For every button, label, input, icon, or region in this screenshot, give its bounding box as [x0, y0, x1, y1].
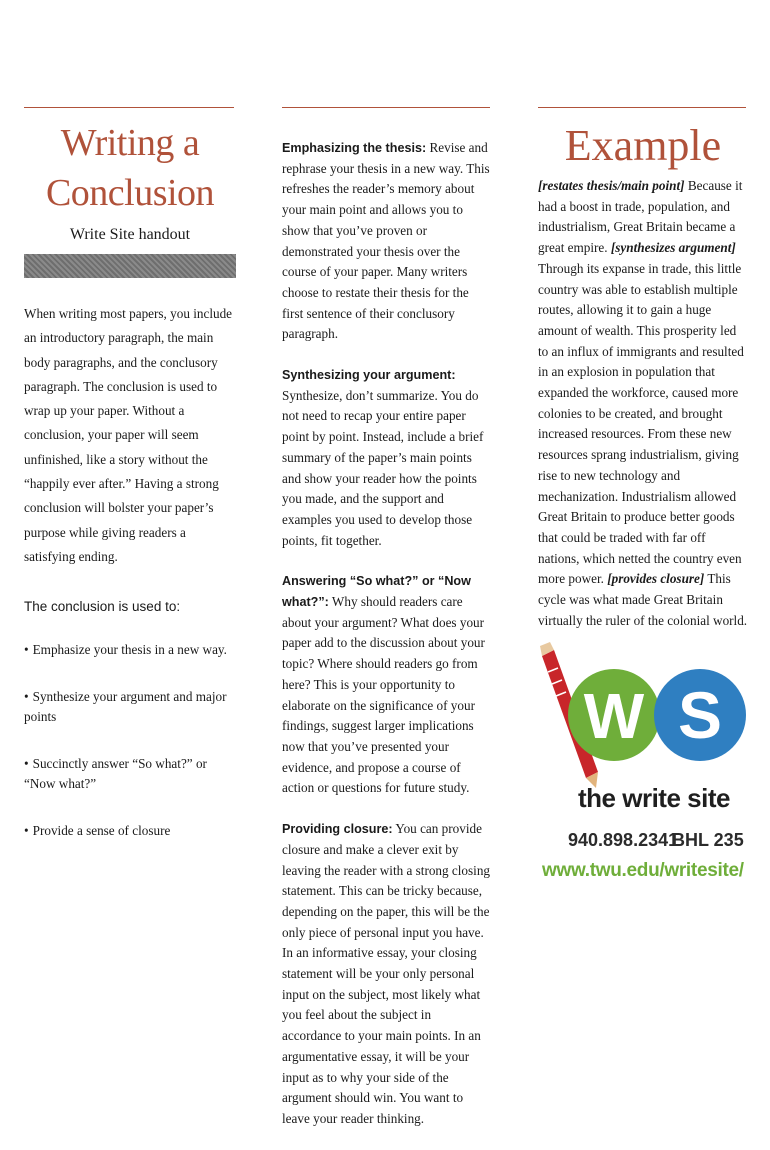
- section-providing-closure: [282, 819, 492, 1130]
- example-paragraph: [restates thesis/main point] Because it had a boost in trade, population, and industrialism, Great Britain became a great empire. [synthesizes argument] Through its expanse in trade, this little country was able to establish multiple routes, allowing it to gain a huge amount of wealth. This prosperity led to an influx of immigrants and resulted in an explosion in population that expanded the workforce, caused more colonies to be created, and brought increased resources. From these new resources sprang industrialism, giving rise to new technology and mechanization. Industrialism allowed Great Britain to produce better goods that could be traded with far off nations, which netted the country even more power. [provides closure] This cycle was what made Great Britain virtually the ruler of the colonial world.: [538, 178, 748, 628]
- bullet-icon: •: [24, 822, 29, 838]
- bullet-icon: •: [24, 688, 29, 704]
- list-item: • Synthesize your argument and major points: [24, 688, 227, 724]
- example-tag-restates-thesis: [restates thesis/main point]: [538, 178, 685, 193]
- section-heading: Synthesizing your argument:: [282, 368, 456, 383]
- logo-letter-w: W: [583, 680, 645, 752]
- title-line-1: Writing a: [60, 122, 200, 164]
- left-column-rule: [24, 107, 234, 108]
- decorative-band: [24, 254, 236, 278]
- right-column-rule: [538, 107, 746, 108]
- logo-letter-s: S: [677, 678, 723, 752]
- right-column: [538, 118, 748, 631]
- bullet-icon: •: [24, 755, 29, 771]
- logo-phone: 940.898.2341: [568, 830, 679, 850]
- section-emphasizing-thesis: [282, 138, 492, 345]
- middle-column-rule: [282, 107, 490, 108]
- example-title: Example: [564, 121, 722, 170]
- section-heading: Emphasizing the thesis:: [282, 141, 427, 155]
- example-tag-provides-closure: [provides closure]: [607, 571, 705, 587]
- section-text: Why should readers care about your argument? What does your paper add to the discussion about your topic? Where should readers go from here? This is your opportunity to elaborate on the significance of your findings, suggest larger implications now that you’ve presented your evidence, and propose a course of action or questions for future study.: [282, 594, 485, 796]
- intro-paragraph: When writing most papers, you include an introductory paragraph, the main body paragraphs, and the conclusory paragraph. The conclusion is used to wrap up your paper. Without a conclusion, your paper will seem unfinished, like a story without the “happily ever after.” Having a strong conclusion will bolster your paper’s purpose while giving readers a satisfying ending.: [24, 306, 233, 564]
- section-heading: Providing closure:: [282, 822, 393, 837]
- logo-url: www.twu.edu/writesite/: [542, 860, 744, 881]
- section-text: You can provide closure and make a clever exit by leaving the reader with a strong closing statement. This can be tricky because, depending on the paper, this will be the only piece of personal input you have. In an informative essay, your closing statement will be your only personal input on the subject, most likely what you feel about the subject in accordance to your main points. In an argumentative essay, it will be your input as to why your side of the argument should win. You want to leave your reader thinking.: [282, 821, 491, 1126]
- write-site-logo: [536, 642, 750, 892]
- list-item: • Succinctly answer “So what?” or “Now what?”: [24, 755, 207, 791]
- title-line-2: Conclusion: [45, 172, 215, 214]
- bullet-icon: •: [24, 641, 29, 657]
- section-answering-so-what: [282, 571, 492, 799]
- list-item: • Provide a sense of closure: [24, 822, 171, 838]
- section-text: Revise and rephrase your thesis in a new way. This refreshes the reader’s memory about your main point and allows you to show that you’ve proven or demonstrated your thesis over the course of your paper. Many writers choose to restate their thesis for the first sentence of their conclusory paragraph.: [282, 140, 490, 342]
- logo-room: BHL 235: [672, 830, 744, 850]
- example-tag-synthesizes: [synthesizes argument]: [610, 240, 736, 256]
- list-item: • Emphasize your thesis in a new way.: [24, 641, 227, 657]
- section-heading: Answering “So what?” or “Now what?”:: [282, 574, 471, 610]
- used-to-heading: The conclusion is used to:: [24, 599, 181, 615]
- section-text: Synthesize, don’t summarize. You do not need to recap your entire paper point by point. Instead, include a brief summary of the paper’s main points and show your reader how the points you made, and the support and examples you used to develop those points, fit together.: [282, 387, 484, 548]
- middle-column: [282, 138, 492, 1150]
- purpose-list: [24, 640, 236, 841]
- handout-title: [24, 118, 236, 218]
- left-column: [24, 118, 236, 868]
- section-synthesizing-argument: [282, 365, 492, 551]
- handout-subtitle: Write Site handout: [69, 226, 191, 243]
- logo-name: the write site: [578, 783, 730, 813]
